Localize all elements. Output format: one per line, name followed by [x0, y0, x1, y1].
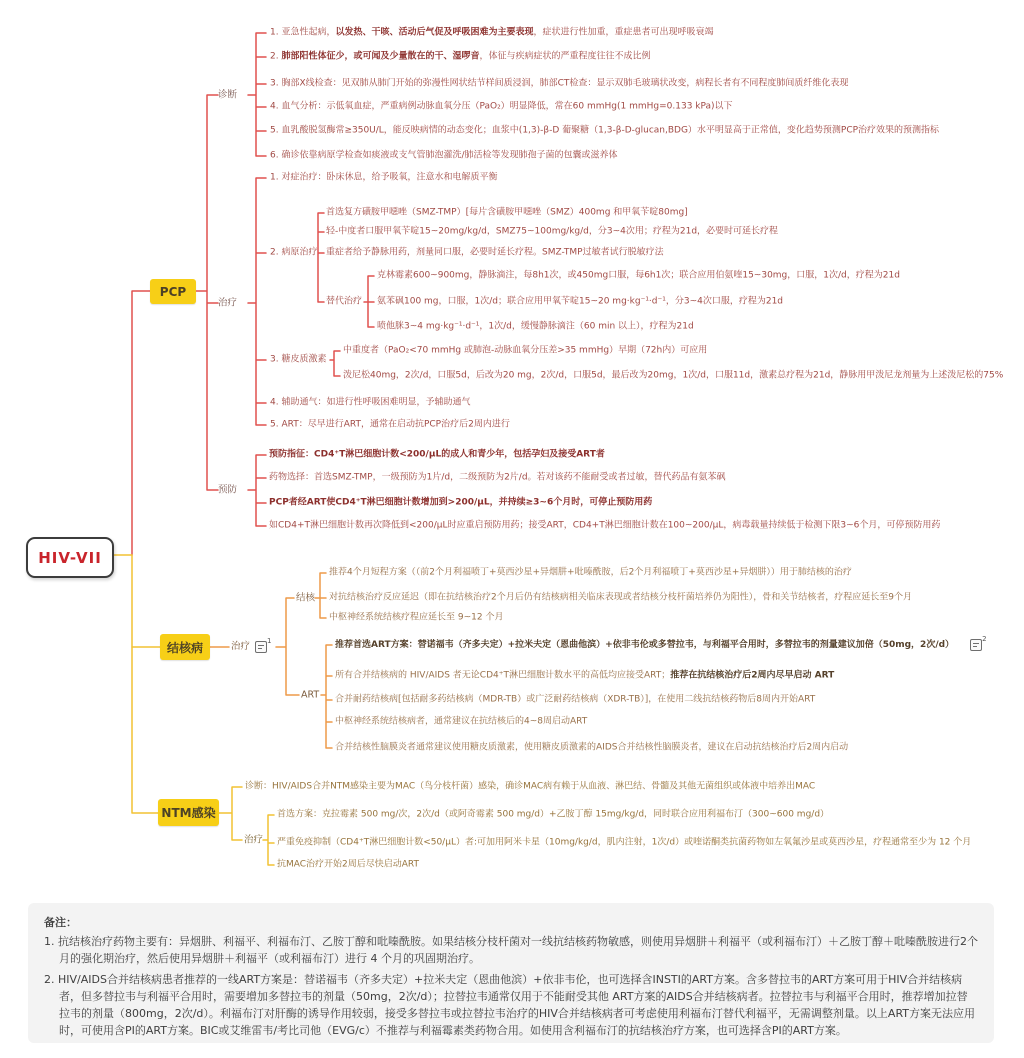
tb-item-3[interactable]: 中枢神经系统结核疗程应延长至 9~12 个月 [329, 612, 504, 623]
note-item-1: 1. 抗结核治疗药物主要有：异烟肼、利福平、利福布汀、乙胺丁醇和吡嗪酰胺。如果结核分枝杆菌对一线抗结核药物敏感，则使用异烟肼＋利福平（或利福布汀）＋乙胺丁醇＋吡嗪酰胺进行2个月的强化期治疗，然后使用异烟肼＋利福平（或利福布汀）进行 4 个月的巩固期治疗。 [44, 935, 978, 966]
pcp-treatment-item-1[interactable]: 1. 对症治疗：卧床休息，给予吸氧，注意水和电解质平衡 [270, 172, 498, 183]
pcp-diagnosis-item-6[interactable]: 6. 确诊依靠病原学检查如痰液或支气管肺泡灌洗/肺活检等发现肺孢子菌的包囊或滋养体 [270, 150, 618, 161]
notes-panel [28, 903, 994, 1043]
pcp-diagnosis-item-2[interactable]: 2. 肺部阳性体征少，或可闻及少量散在的干、湿啰音，体征与疾病症状的严重程度往往不成比例 [270, 51, 651, 62]
pcp-treatment-label[interactable]: 治疗 [218, 297, 238, 309]
root-topic-hiv-vii[interactable]: HIV-VII [26, 537, 114, 578]
note-icon [255, 641, 267, 653]
tb-art-item-1[interactable]: 推荐首选ART方案：替诺福韦（齐多夫定）+拉米夫定（恩曲他滨）+依非韦伦或多替拉韦，与利福平合用时，多替拉韦的剂量建议加倍（50mg，2次/d） $^2$ [335, 635, 987, 650]
topic-ntm-infection[interactable]: NTM感染 [158, 799, 219, 826]
tb-treatment-label[interactable]: 治疗 $^1$ [231, 637, 272, 653]
tb-art-item-2[interactable]: 所有合并结核病的 HIV/AIDS 者无论CD4⁺T淋巴细胞计数水平的高低均应接受ART；推荐在抗结核治疗后2周内尽早启动 ART [335, 670, 835, 681]
tb-art-item-5[interactable]: 合并结核性脑膜炎者通常建议使用糖皮质激素，使用糖皮质激素的AIDS合并结核性脑膜炎者，建议在启动抗结核治疗后2周内启动 [335, 742, 849, 753]
tb-art-item-3[interactable]: 合并耐药结核病[包括耐多药结核病（MDR-TB）或广泛耐药结核病（XDR-TB）]，在使用二线抗结核药物后8周内开始ART [335, 694, 816, 705]
pcp-pathogen-item-3[interactable]: 重症者给予静脉用药，剂量同口服，必要时延长疗程。SMZ-TMP过敏者试行脱敏疗法 [326, 247, 664, 258]
note-item-2: 2. HIV/AIDS合并结核病患者推荐的一线ART方案是：替诺福韦（齐多夫定）+拉米夫定（恩曲他滨）+依非韦伦，也可选择含INSTI的ART方案。含多替拉韦的ART方案可用于HIV合并结核病者，但多替拉韦与利福平合用时，需要增加多替拉韦的剂量（50mg，2次/d）；拉替拉韦通常仅用于不能耐受其他 ART方案的AIDS合并结核病者。拉替拉韦与利福平合用时，推荐增加拉替拉韦的剂量（800mg，2次/d）。利福布汀对肝酶的诱导作用较弱，接受多替拉韦或拉替拉韦治疗的HIV合并结核病者可考虑使用利福布汀替代利福平，无需调整剂量。以上ART方案无法应用时，可使用含PI的ART方案。BIC或艾维雷韦/考比司他（EVG/c）不推荐与利福霉素类药物合用。如使用含利福布汀的抗结核治疗方案，也可选择含PI的ART方案。 [44, 973, 976, 1038]
note-icon [970, 639, 982, 651]
topic-tuberculosis[interactable]: 结核病 [160, 634, 210, 660]
pcp-treatment-pathogen-label[interactable]: 2. 病原治疗 [270, 247, 318, 258]
ntm-treatment-item-2[interactable]: 严重免疫抑制（CD4⁺T淋巴细胞计数<50/μL）者:可加用阿米卡星（10mg/kg/d，肌内注射，1次/d）或喹诺酮类抗菌药物如左氧氟沙星或莫西沙星，疗程通常至少为 12 个月 [277, 837, 972, 848]
tb-item-2[interactable]: 对抗结核治疗反应延迟（即在抗结核治疗2个月后仍有结核病相关临床表现或者结核分枝杆菌培养仍为阳性），骨和关节结核者，疗程应延长至9个月 [329, 592, 912, 603]
tb-art-item-4[interactable]: 中枢神经系统结核病者，通常建议在抗结核后的4~8周启动ART [335, 716, 588, 727]
tb-art-label[interactable]: ART [301, 689, 320, 701]
pcp-alt-item-2[interactable]: 氨苯砜100 mg，口服，1次/d；联合应用甲氧苄啶15~20 mg·kg⁻¹·d⁻¹，分3~4次口服，疗程为21d [377, 296, 784, 307]
pcp-prevention-item-4[interactable]: 如CD4+T淋巴细胞计数再次降低到<200/μL时应重启预防用药；接受ART，CD4+T淋巴细胞计数在100~200/μL，病毒载量持续低于检测下限3~6个月，可停预防用药 [269, 520, 941, 531]
pcp-diagnosis-item-5[interactable]: 5. 血乳酸脱氢酶常≥350U/L，能反映病情的动态变化；血浆中(1,3)-β-D 葡聚糖（1,3-β-D-glucan,BDG）水平明显高于正常值，变化趋势预测PCP治疗效果的预测指标 [270, 125, 940, 136]
pcp-diagnosis-item-4[interactable]: 4. 血气分析：示低氧血症，严重病例动脉血氧分压（PaO₂）明显降低，常在60 mmHg(1 mmHg=0.133 kPa)以下 [270, 101, 733, 112]
pcp-alt-treatment-label[interactable]: 替代治疗 [326, 296, 363, 307]
pcp-diagnosis-item-1[interactable]: 1. 亚急性起病，以发热、干咳、活动后气促及呼吸困难为主要表现，症状进行性加重，重症患者可出现呼吸衰竭 [270, 27, 714, 38]
notes-title: 备注： [44, 916, 77, 929]
topic-pcp[interactable]: PCP [150, 279, 196, 304]
pcp-steroid-item-2[interactable]: 泼尼松40mg，2次/d，口服5d，后改为20 mg，2次/d，口服5d，最后改为20mg，1次/d，口服11d，激素总疗程为21d，静脉用甲泼尼龙剂量为上述泼尼松的75% [343, 370, 1004, 381]
pcp-diagnosis-label[interactable]: 诊断 [218, 89, 238, 101]
tb-tuberculosis-label[interactable]: 结核 [296, 592, 316, 604]
pcp-diagnosis-item-3[interactable]: 3. 胸部X线检查：见双肺从肺门开始的弥漫性网状结节样间质浸润，肺部CT检查：显示双肺毛玻璃状改变，病程长者有不同程度肺间质纤维化表现 [270, 78, 849, 89]
note-ref-icon-1[interactable]: 1 [255, 641, 271, 653]
ntm-treatment-label[interactable]: 治疗 [244, 834, 264, 846]
pcp-pathogen-item-1[interactable]: 首选复方磺胺甲噁唑（SMZ-TMP）[每片含磺胺甲噁唑（SMZ）400mg 和甲氧苄啶80mg] [326, 207, 688, 218]
pcp-prevention-item-3[interactable]: PCP者经ART使CD4⁺T淋巴细胞计数增加到>200/μL，并持续≥3~6个月时，可停止预防用药 [269, 497, 653, 508]
ntm-treatment-item-3[interactable]: 抗MAC治疗开始2周后尽快启动ART [277, 859, 420, 870]
ntm-diagnosis-item[interactable]: 诊断：HIV/AIDS合并NTM感染主要为MAC（鸟分枝杆菌）感染，确诊MAC病有赖于从血液、淋巴结、骨髓及其他无菌组织或体液中培养出MAC [245, 781, 816, 792]
pcp-treatment-item-5[interactable]: 5. ART：尽早进行ART，通常在启动抗PCP治疗后2周内进行 [270, 419, 510, 430]
pcp-steroid-label[interactable]: 3. 糖皮质激素 [270, 354, 327, 365]
pcp-pathogen-item-2[interactable]: 轻-中度者口服甲氧苄啶15~20mg/kg/d，SMZ75~100mg/kg/d，分3~4次用；疗程为21d，必要时可延长疗程 [326, 226, 779, 237]
pcp-alt-item-1[interactable]: 克林霉素600~900mg，静脉滴注，每8h1次，或450mg口服，每6h1次；联合应用伯氨喹15~30mg，口服，1次/d，疗程为21d [377, 270, 900, 281]
pcp-steroid-item-1[interactable]: 中重度者（PaO₂<70 mmHg 或肺泡-动脉血氧分压差>35 mmHg）早期（72h内）可应用 [343, 345, 708, 356]
pcp-treatment-item-4[interactable]: 4. 辅助通气：如进行性呼吸困难明显，予辅助通气 [270, 397, 471, 408]
pcp-prevention-item-2[interactable]: 药物选择：首选SMZ-TMP，一级预防为1片/d，二级预防为2片/d。若对该药不能耐受或者过敏，替代药品有氨苯砜 [269, 472, 726, 483]
tb-item-1[interactable]: 推荐4个月短程方案（（前2个月利福喷丁+莫西沙星+异烟肼+吡嗪酰胺，后2个月利福喷丁+莫西沙星+异烟肼））用于肺结核的治疗 [329, 567, 852, 578]
pcp-prevention-item-1[interactable]: 预防指征：CD4⁺T淋巴细胞计数<200/μL的成人和青少年，包括孕妇及接受ART者 [269, 449, 605, 460]
note-ref-icon-2[interactable]: 2 [970, 639, 986, 651]
pcp-prevention-label[interactable]: 预防 [218, 484, 238, 496]
ntm-treatment-item-1[interactable]: 首选方案：克拉霉素 500 mg/次，2次/d（或阿奇霉素 500 mg/d）+乙胺丁醇 15mg/kg/d，同时联合应用利福布汀（300~600 mg/d） [277, 809, 830, 820]
pcp-alt-item-3[interactable]: 喷他脒3~4 mg·kg⁻¹·d⁻¹，1次/d，缓慢静脉滴注（60 min 以上），疗程为21d [377, 321, 694, 332]
